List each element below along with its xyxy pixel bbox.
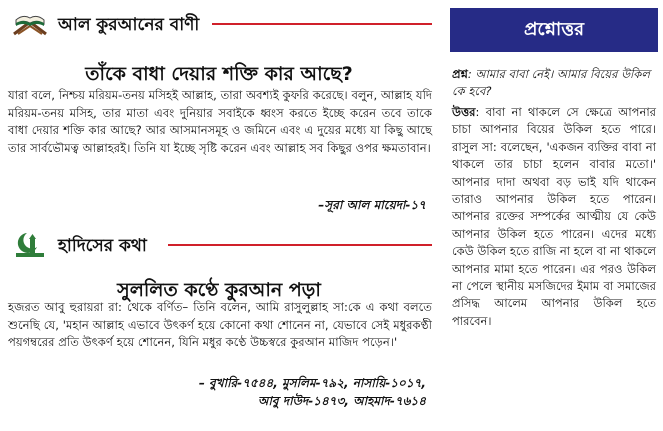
hadith-title: সুললিত কণ্ঠে কুরআন পড়া bbox=[117, 279, 321, 301]
hadith-source-line-2: আবু দাউদ-১৪৭৩, আহমাদ-৭৬১৪ bbox=[257, 394, 426, 408]
quran-section-label: আল কুরআনের বাণী bbox=[58, 15, 200, 35]
hadith-body: হজরত আবু হুরায়রা রা: থেকে বর্ণিত– তিনি বলেন, আমি রাসুলুল্লাহ সা:কে এ কথা বলতে শুনেছি যে, 'মহান আল্লাহ এভাবে উৎকর্ণ হয়ে কোনো কথা শোনেন না, যেভাবে সেই মধুরকণ্ঠী পয়গম্বরের প্রতি উৎকর্ণ হয়ে শোনেন, যিনি মধুর কণ্ঠে উচ্চস্বরে কুরআন মাজিদ পড়েন।' bbox=[8, 300, 432, 350]
mosque-crescent-icon bbox=[10, 229, 50, 259]
quran-title: তাঁকে বাধা দেয়ার শক্তি কার আছে? bbox=[85, 63, 353, 85]
quran-section-header bbox=[0, 6, 438, 40]
section-divider bbox=[212, 23, 432, 25]
qa-heading: প্রশ্নোত্তর bbox=[450, 8, 658, 52]
answer-label: উত্তর bbox=[452, 105, 476, 119]
quran-source: –সূরা আল মায়েদা-১৭ bbox=[318, 198, 426, 212]
hadith-source-line-1: – বুখারি-৭৫৪৪, মুসলিম-৭৯২, নাসায়ি-১০১৭, bbox=[198, 376, 426, 390]
answer-text: : বাবা না থাকলে সে ক্ষেত্রে আপনার চাচা আপনার বিয়ের উকিল হতে পারে। রাসুল সা: বলেছেন, 'একজন ব্যক্তির বাবা না থাকলে তার চাচা হলেন বাবার মতো।' আপনার দাদা অথবা বড় ভাই যদি থাকেন তারাও আপনার উকিল হতে পারেন। আপনার রক্তের সম্পর্কের আত্মীয় যে কেউ আপনার উকিল হতে পারেন। এদের মধ্যে কেউ উকিল হতে রাজি না হলে বা না থাকলে আপনার মামা হতে পারেন। এর পরও উকিল না পেলে স্থানীয় মসজিদের ইমাম বা সমাজের প্রসিদ্ধ আলেম আপনার উকিল হতে পারবেন। bbox=[452, 105, 656, 328]
qa-answer bbox=[452, 104, 656, 330]
qa-question bbox=[452, 66, 654, 100]
hadith-section-label: হাদিসের কথা bbox=[58, 236, 147, 256]
question-label: প্রশ্ন bbox=[452, 67, 468, 81]
hadith-section-header bbox=[0, 227, 438, 261]
section-divider bbox=[168, 244, 432, 246]
quran-book-on-stand-icon bbox=[10, 8, 50, 38]
qa-column bbox=[450, 8, 658, 426]
quran-body: যারা বলে, নিশ্চয় মরিয়ম-তনয় মসিহই আল্লাহ, তারা অবশ্যই কুফরি করেছে। বলুন, আল্লাহ যদি মরিয়ম-তনয় মসিহ, তার মাতা এবং দুনিয়ার সবাইকে ধ্বংস করতে ইচ্ছে করেন তবে তাকে বাধা দেয়ার শক্তি কার আছে? আর আসমানসমূহ ও জমিনে এবং এ দুয়ের মধ্যে যা কিছু আছে তার সার্বভৌমত্ব আল্লাহরই। তিনি যা ইচ্ছে সৃষ্টি করেন এবং আল্লাহ সব কিছুর ওপর ক্ষমতাবান। bbox=[8, 88, 432, 155]
question-text: : আমার বাবা নেই। আমার বিয়ের উকিল কে হবে? bbox=[452, 67, 650, 98]
hadith-source bbox=[199, 374, 426, 410]
